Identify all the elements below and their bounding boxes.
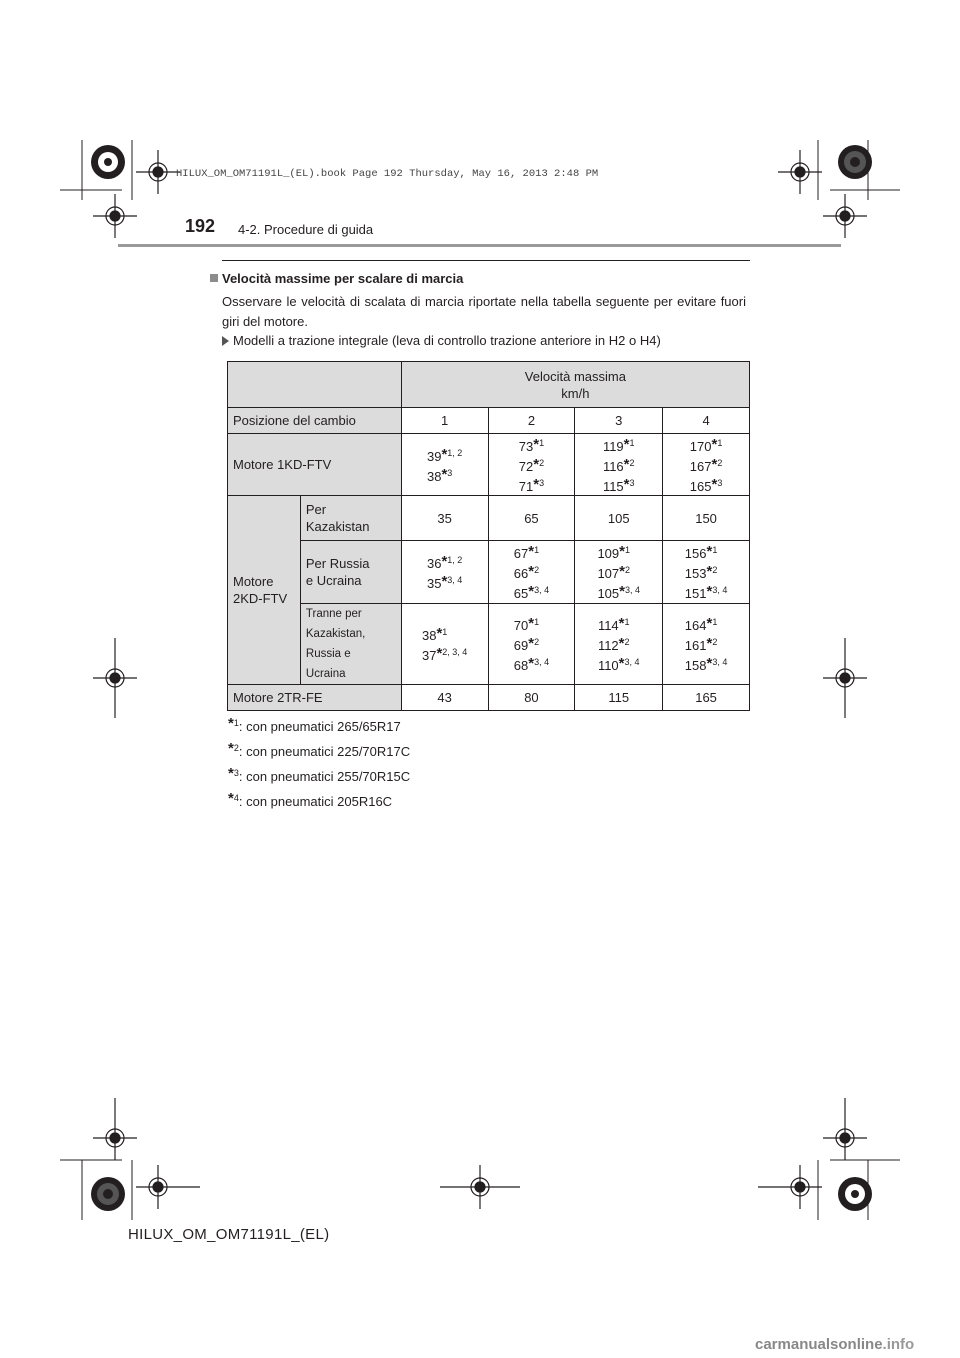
footnote-ref: 2, 3, 4 [442,647,468,657]
speed-value [519,455,544,475]
speed-number: 72 [518,458,534,474]
footnote-ref: 1, 2 [447,555,463,565]
cell-ru-g3 [575,541,663,604]
footnote-ref: 3 [717,477,723,488]
footnote-star: * [528,543,535,560]
speed-number: 164 [684,618,707,633]
speed-value [427,572,462,592]
speed-unit: km/h [561,385,590,401]
speed-number: 158 [684,658,707,673]
speed-number: 112 [597,638,619,653]
gear-position-label: Posizione del cambio [228,408,402,434]
market-oth-line1: Tranne per [305,608,362,620]
speed-number: 110 [597,658,619,673]
speed-value [690,455,723,475]
footnote-text: : con pneumatici 265/65R17 [238,719,401,734]
table-corner-cell [228,362,402,408]
speed-value [427,445,462,465]
cell-kz-g1: 35 [401,496,488,541]
speed-value [690,475,723,495]
speed-number: 66 [513,566,529,581]
footnote-star: * [533,455,540,473]
footnote-star: * [528,583,535,600]
footnote-ref: 3 [539,477,545,488]
speed-number: 107 [597,566,620,581]
cell-kz-g3: 105 [575,496,663,541]
footnote-star: * [441,553,448,570]
max-speed-label: Velocità massima [524,368,626,384]
engine-2kd-label [228,496,301,685]
footnote-ref: 1 [534,545,540,555]
subsection-heading [210,271,463,286]
speed-number: 70 [513,618,529,633]
header-rule [118,244,841,247]
cell-ru-g4 [663,541,750,604]
speed-value [519,475,544,495]
footnote-number: 2 [233,743,239,753]
footnote-star: * [619,583,625,600]
footnote-ref: 3, 4 [534,585,550,595]
speed-value [514,582,549,602]
content-rule [222,260,750,261]
manual-code: HILUX_OM_OM71191L_(EL) [128,1226,330,1243]
footnote-number: 1 [233,718,239,728]
speed-number: 153 [684,566,707,581]
speed-table [227,361,750,711]
footnote-ref: 2 [624,637,630,647]
cell-ru-g2 [488,541,575,604]
cell-kz-g2: 65 [488,496,575,541]
speed-value [597,542,640,562]
footnote-star: * [706,583,713,600]
footnote-star: * [619,563,625,580]
cell-1kd-g3 [575,434,663,496]
cell-1kd-g1 [401,434,488,496]
footnote-star: * [228,765,234,782]
footnote-ref: 3, 4 [625,585,641,595]
footnote-star: * [441,573,448,590]
speed-number: 119 [602,438,624,454]
footnote-star: * [623,475,630,493]
subsection-heading-text: Velocità massime per scalare di marcia [222,271,464,286]
speed-number: 170 [689,438,712,454]
speed-value [603,455,635,475]
stacked-values [685,614,728,674]
speed-number: 69 [513,638,529,653]
cell-2tr-g2: 80 [488,685,575,711]
footnote-star: * [533,435,540,453]
speed-value [690,435,723,455]
footnote-star: * [228,790,234,807]
footnote-number: 3 [233,768,239,778]
footnote-star: * [706,543,713,560]
speed-number: 115 [602,478,624,494]
model-bullet-text: Modelli a trazione integrale (leva di controllo trazione anteriore in H2 o H4) [233,333,661,348]
footnote-ref: 2 [534,637,540,647]
speed-value [603,435,635,455]
market-oth-line3: Russia e [305,648,351,660]
speed-number: 65 [513,586,529,601]
site-watermark[interactable] [755,1336,914,1353]
footnote-text: : con pneumatici 225/70R17C [238,744,411,759]
footnote-2 [228,740,410,759]
market-other [300,604,401,685]
stacked-values [690,435,723,495]
max-speed-header [401,362,749,408]
footnote-star: * [623,435,630,453]
speed-value [514,542,549,562]
intro-paragraph: Osservare le velocità di scalata di marcia riportate nella tabella seguente per evitare fuori giri del motore. [222,294,746,329]
footnote-text: : con pneumatici 205R16C [238,794,393,809]
speed-value [598,614,640,634]
gear-3: 3 [575,408,663,434]
footnote-ref: 2 [717,457,723,468]
footnote-star: * [228,715,234,732]
footnote-3 [228,765,410,784]
cell-oth-g3 [575,604,663,685]
footnote-star: * [618,655,625,672]
footnote-ref: 3 [629,477,635,488]
speed-value [603,475,635,495]
footnote-ref: 3, 4 [534,657,550,667]
section-title: 4-2. Procedure di guida [238,222,374,237]
speed-number: 37 [421,648,437,663]
footnote-star: * [441,445,448,463]
footnote-ref: 1 [717,437,723,448]
speed-number: 67 [513,546,529,561]
gear-2: 2 [488,408,575,434]
footnote-star: * [711,455,718,473]
stacked-values [514,542,549,602]
stacked-values [597,542,640,602]
footnote-ref: 1 [442,627,448,637]
watermark-right: .info [882,1336,915,1353]
speed-number: 167 [689,458,712,474]
footnote-ref: 3, 4 [712,657,728,667]
speed-value [422,644,467,664]
footnote-ref: 1 [712,617,718,627]
footnote-ref: 2 [625,565,631,575]
footnote-star: * [528,563,535,580]
speed-value [514,654,549,674]
market-oth-line2: Kazakistan, [305,628,366,640]
footnote-ref: 2 [534,565,540,575]
footnote-star: * [706,635,713,652]
cell-ru-g1 [401,541,488,604]
stacked-values [427,552,462,592]
footnote-star: * [618,615,625,632]
stacked-values [685,542,728,602]
footnote-star: * [533,475,540,493]
engine-2kd-line2: 2KD-FTV [233,591,288,606]
page-number: 192 [185,216,216,236]
footnote-ref: 2 [712,637,718,647]
speed-number: 36 [426,556,442,571]
gear-4: 4 [663,408,750,434]
market-oth-line4: Ucraina [305,668,346,680]
market-kazakhstan [300,496,401,541]
speed-number: 38 [421,628,437,643]
speed-value [422,624,467,644]
speed-number: 35 [426,576,442,591]
footnote-ref: 3 [447,467,453,478]
footnote-star: * [618,635,625,652]
engine-2kd-line1: Motore [233,574,274,589]
speed-number: 71 [518,478,534,494]
speed-value [427,552,462,572]
footnote-ref: 2 [712,565,718,575]
speed-number: 116 [602,458,624,474]
book-info: HILUX_OM_OM71191L_(EL).book Page 192 Thursday, May 16, 2013 2:48 PM [176,168,599,180]
speed-value [685,634,728,654]
speed-number: 73 [518,438,534,454]
cell-1kd-g4 [663,434,750,496]
footnote-star: * [623,455,630,473]
speed-value [685,562,728,582]
speed-number: 105 [597,586,620,601]
speed-number: 38 [426,468,442,484]
speed-value [427,465,462,485]
cell-kz-g4: 150 [663,496,750,541]
footnote-star: * [436,625,443,642]
cell-2tr-g4: 165 [663,685,750,711]
stacked-values [519,435,544,495]
footnote-ref: 1 [625,545,631,555]
footnote-ref: 1 [629,437,635,448]
speed-number: 68 [513,658,529,673]
footnote-ref: 3, 4 [624,657,640,667]
footnote-ref: 3, 4 [712,585,728,595]
footnote-ref: 1 [539,437,545,448]
footnote-star: * [711,435,718,453]
market-kz-line1: Per [305,502,327,517]
speed-value [597,562,640,582]
footnote-star: * [706,655,713,672]
footnote-ref: 1 [624,617,630,627]
cell-oth-g1 [401,604,488,685]
footnote-number: 4 [233,793,239,803]
footnote-ref: 1 [534,617,540,627]
footnote-1 [228,715,401,734]
footnote-star: * [711,475,718,493]
market-ru-line2: e Ucraina [305,573,362,588]
footnote-star: * [441,465,448,483]
speed-number: 161 [684,638,707,653]
stacked-values [598,614,640,674]
engine-2tr-label: Motore 2TR-FE [228,685,402,711]
footnote-ref: 2 [629,457,635,468]
market-russia-ukraine [300,541,401,604]
footnote-star: * [619,543,625,560]
stacked-values [427,445,462,485]
footnote-star: * [706,563,713,580]
engine-1kd-label: Motore 1KD-FTV [228,434,402,496]
speed-value [519,435,544,455]
footnote-ref: 2 [539,457,545,468]
speed-number: 151 [684,586,707,601]
watermark-left: carmanualsonline [755,1336,883,1353]
speed-value [597,582,640,602]
market-ru-line1: Per Russia [305,556,370,571]
stacked-values [422,624,467,664]
footnote-text: : con pneumatici 255/70R15C [238,769,411,784]
speed-number: 114 [597,618,619,633]
footnote-star: * [228,740,234,757]
stacked-values [514,614,549,674]
speed-number: 156 [684,546,707,561]
cell-oth-g4 [663,604,750,685]
cell-oth-g2 [488,604,575,685]
cell-2tr-g1: 43 [401,685,488,711]
footnote-ref: 3, 4 [447,575,463,585]
speed-number: 109 [597,546,620,561]
speed-number: 39 [426,448,442,464]
footnote-star: * [528,635,535,652]
speed-value [685,614,728,634]
footnote-ref: 1, 2 [447,447,463,458]
speed-value [685,582,728,602]
speed-number: 165 [689,478,712,494]
gear-1: 1 [401,408,488,434]
footnote-4 [228,790,392,809]
market-kz-line2: Kazakistan [305,519,370,534]
footnote-ref: 1 [712,545,718,555]
square-bullet-icon [210,274,218,282]
speed-value [514,634,549,654]
footnote-star: * [436,645,443,662]
speed-value [514,562,549,582]
speed-value [685,654,728,674]
speed-value [598,654,640,674]
cell-1kd-g2 [488,434,575,496]
cell-2tr-g3: 115 [575,685,663,711]
footnote-star: * [528,655,535,672]
speed-value [514,614,549,634]
model-bullet [222,333,661,348]
footnote-star: * [528,615,535,632]
speed-value [598,634,640,654]
speed-value [685,542,728,562]
triangle-bullet-icon [222,336,229,346]
stacked-values [603,435,635,495]
footnote-star: * [706,615,713,632]
